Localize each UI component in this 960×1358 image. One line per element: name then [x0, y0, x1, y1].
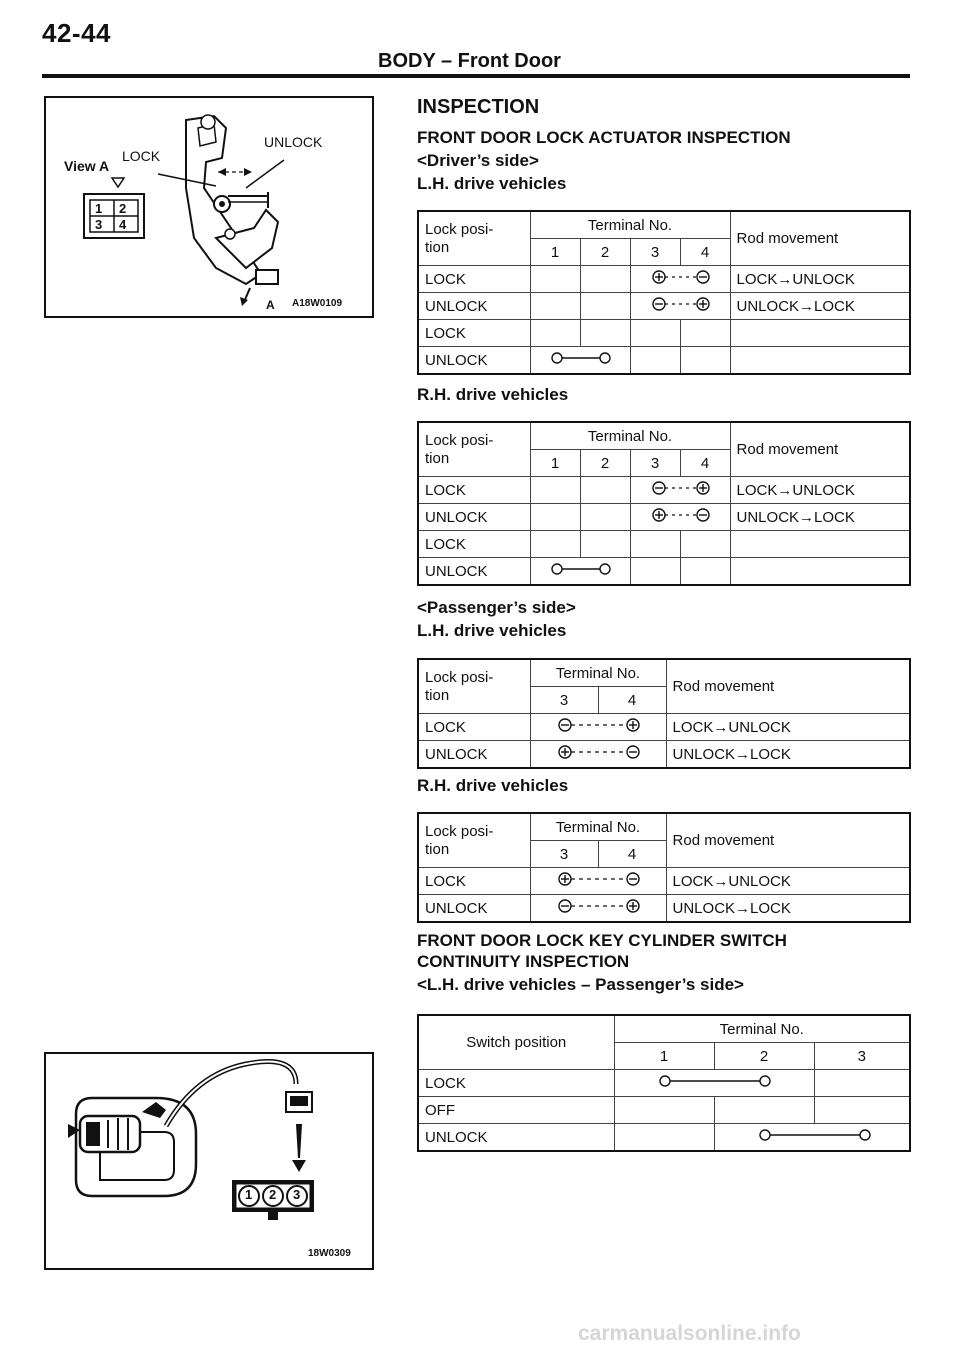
passengers-side-heading: <Passenger’s side> — [417, 598, 576, 617]
lock-position-cell: UNLOCK — [418, 741, 530, 769]
terminal-header: 4 — [598, 687, 666, 714]
table-row — [418, 504, 910, 531]
table-row — [418, 320, 910, 347]
terminal-header: 3 — [814, 1043, 910, 1070]
terminal-no-header: Terminal No. — [530, 659, 666, 687]
terminal-header: 2 — [580, 450, 630, 477]
terminal-header: 1 — [530, 239, 580, 266]
plus-minus-connection — [630, 504, 730, 531]
minus-plus-connection — [530, 714, 666, 741]
terminal-header: 3 — [530, 841, 598, 868]
lock-position-cell: LOCK — [418, 266, 530, 293]
terminal-header: 2 — [714, 1043, 814, 1070]
lock-position-cell: UNLOCK — [418, 558, 530, 586]
lock-position-header: Lock posi- tion — [418, 211, 530, 266]
rod-movement-cell: UNLOCK→LOCK — [666, 741, 910, 769]
lock-position-cell: LOCK — [418, 477, 530, 504]
rod-movement-header: Rod movement — [730, 211, 910, 266]
table-row — [418, 714, 910, 741]
driver-lh-heading: L.H. drive vehicles — [417, 174, 567, 193]
figure2-code: 18W0309 — [308, 1248, 351, 1259]
terminal-header: 2 — [580, 239, 630, 266]
figure1-code: A18W0109 — [292, 298, 343, 309]
rod-movement-cell: LOCK→UNLOCK — [730, 266, 910, 293]
actuator-heading: FRONT DOOR LOCK ACTUATOR INSPECTION — [417, 128, 791, 147]
continuity-connection — [614, 1070, 814, 1097]
minus-plus-connection — [630, 293, 730, 320]
switch-pin-1: 1 — [245, 1187, 253, 1202]
rod-movement-cell: LOCK→UNLOCK — [730, 477, 910, 504]
lock-position-cell: LOCK — [418, 320, 530, 347]
lock-label: LOCK — [122, 148, 161, 164]
minus-plus-connection — [530, 895, 666, 923]
rod-movement-header: Rod movement — [666, 659, 910, 714]
connector-pin-2: 2 — [119, 201, 127, 216]
section-heading: INSPECTION — [417, 96, 540, 118]
view-a-label: View A — [64, 158, 110, 174]
lock-position-cell: UNLOCK — [418, 895, 530, 923]
rod-movement-cell: UNLOCK→LOCK — [730, 504, 910, 531]
terminal-no-header: Terminal No. — [614, 1015, 910, 1043]
lock-position-header: Lock posi- tion — [418, 422, 530, 477]
rod-movement-cell: UNLOCK→LOCK — [730, 293, 910, 320]
switch-subheading: <L.H. drive vehicles – Passenger’s side> — [417, 975, 744, 994]
terminal-header: 4 — [680, 450, 730, 477]
passenger-lh-table — [417, 658, 911, 769]
rod-movement-cell: LOCK→UNLOCK — [666, 714, 910, 741]
driver-lh-table — [417, 210, 911, 375]
connector-pin-1: 1 — [95, 201, 103, 216]
minus-plus-connection — [630, 477, 730, 504]
rod-movement-header: Rod movement — [666, 813, 910, 868]
terminal-header: 3 — [530, 687, 598, 714]
switch-pin-2: 2 — [269, 1187, 277, 1202]
lock-position-header: Lock posi- tion — [418, 659, 530, 714]
page-number: 42-44 — [42, 18, 111, 48]
table-row — [418, 266, 910, 293]
switch-position-cell: OFF — [418, 1097, 614, 1124]
rod-movement-cell: LOCK→UNLOCK — [666, 868, 910, 895]
driver-rh-table — [417, 421, 911, 586]
table-row — [418, 741, 910, 769]
switch-position-cell: LOCK — [418, 1070, 614, 1097]
figure-key-cylinder-switch — [44, 1052, 374, 1270]
header-rule — [42, 74, 910, 78]
passenger-lh-heading: L.H. drive vehicles — [417, 621, 567, 640]
terminal-header: 1 — [530, 450, 580, 477]
terminal-header: 4 — [680, 239, 730, 266]
table-row — [418, 1097, 910, 1124]
unlock-label: UNLOCK — [264, 134, 323, 150]
rod-movement-header: Rod movement — [730, 422, 910, 477]
connector-pin-4: 4 — [119, 217, 127, 232]
drivers-side-heading: <Driver’s side> — [417, 151, 539, 170]
table-row — [418, 895, 910, 923]
plus-minus-connection — [630, 266, 730, 293]
switch-continuity-table — [417, 1014, 911, 1152]
connector-pin-3: 3 — [95, 217, 103, 232]
watermark: carmanualsonline.info — [578, 1322, 801, 1345]
table-row — [418, 868, 910, 895]
table-row — [418, 477, 910, 504]
lock-position-cell: UNLOCK — [418, 504, 530, 531]
switch-heading-line2: CONTINUITY INSPECTION — [417, 952, 630, 971]
lock-position-cell: UNLOCK — [418, 293, 530, 320]
lock-position-header: Lock posi- tion — [418, 813, 530, 868]
continuity-connection — [530, 558, 630, 586]
terminal-header: 3 — [630, 450, 680, 477]
continuity-connection — [530, 347, 630, 375]
terminal-header: 3 — [630, 239, 680, 266]
terminal-header: 1 — [614, 1043, 714, 1070]
terminal-header: 4 — [598, 841, 666, 868]
page-title: BODY – Front Door — [378, 50, 561, 72]
lock-position-cell: LOCK — [418, 531, 530, 558]
arrow-a-label: A — [266, 298, 275, 312]
table-row — [418, 347, 910, 375]
rod-movement-cell: UNLOCK→LOCK — [666, 895, 910, 923]
lock-position-cell: LOCK — [418, 868, 530, 895]
switch-heading-line1: FRONT DOOR LOCK KEY CYLINDER SWITCH — [417, 931, 787, 950]
passenger-rh-heading: R.H. drive vehicles — [417, 776, 569, 795]
plus-minus-connection — [530, 868, 666, 895]
terminal-no-header: Terminal No. — [530, 422, 730, 450]
driver-rh-heading: R.H. drive vehicles — [417, 385, 569, 404]
lock-position-cell: LOCK — [418, 714, 530, 741]
table-row — [418, 1124, 910, 1152]
table-row — [418, 531, 910, 558]
terminal-no-header: Terminal No. — [530, 211, 730, 239]
table-row — [418, 293, 910, 320]
lock-position-cell: UNLOCK — [418, 347, 530, 375]
table-row — [418, 1070, 910, 1097]
plus-minus-connection — [530, 741, 666, 769]
switch-illustration — [46, 1054, 372, 1268]
continuity-connection — [714, 1124, 910, 1152]
switch-pin-3: 3 — [293, 1187, 301, 1202]
switch-position-cell: UNLOCK — [418, 1124, 614, 1152]
table-row — [418, 558, 910, 586]
switch-position-header: Switch position — [418, 1015, 614, 1070]
terminal-no-header: Terminal No. — [530, 813, 666, 841]
figure-lock-actuator — [44, 96, 374, 318]
passenger-rh-table — [417, 812, 911, 923]
